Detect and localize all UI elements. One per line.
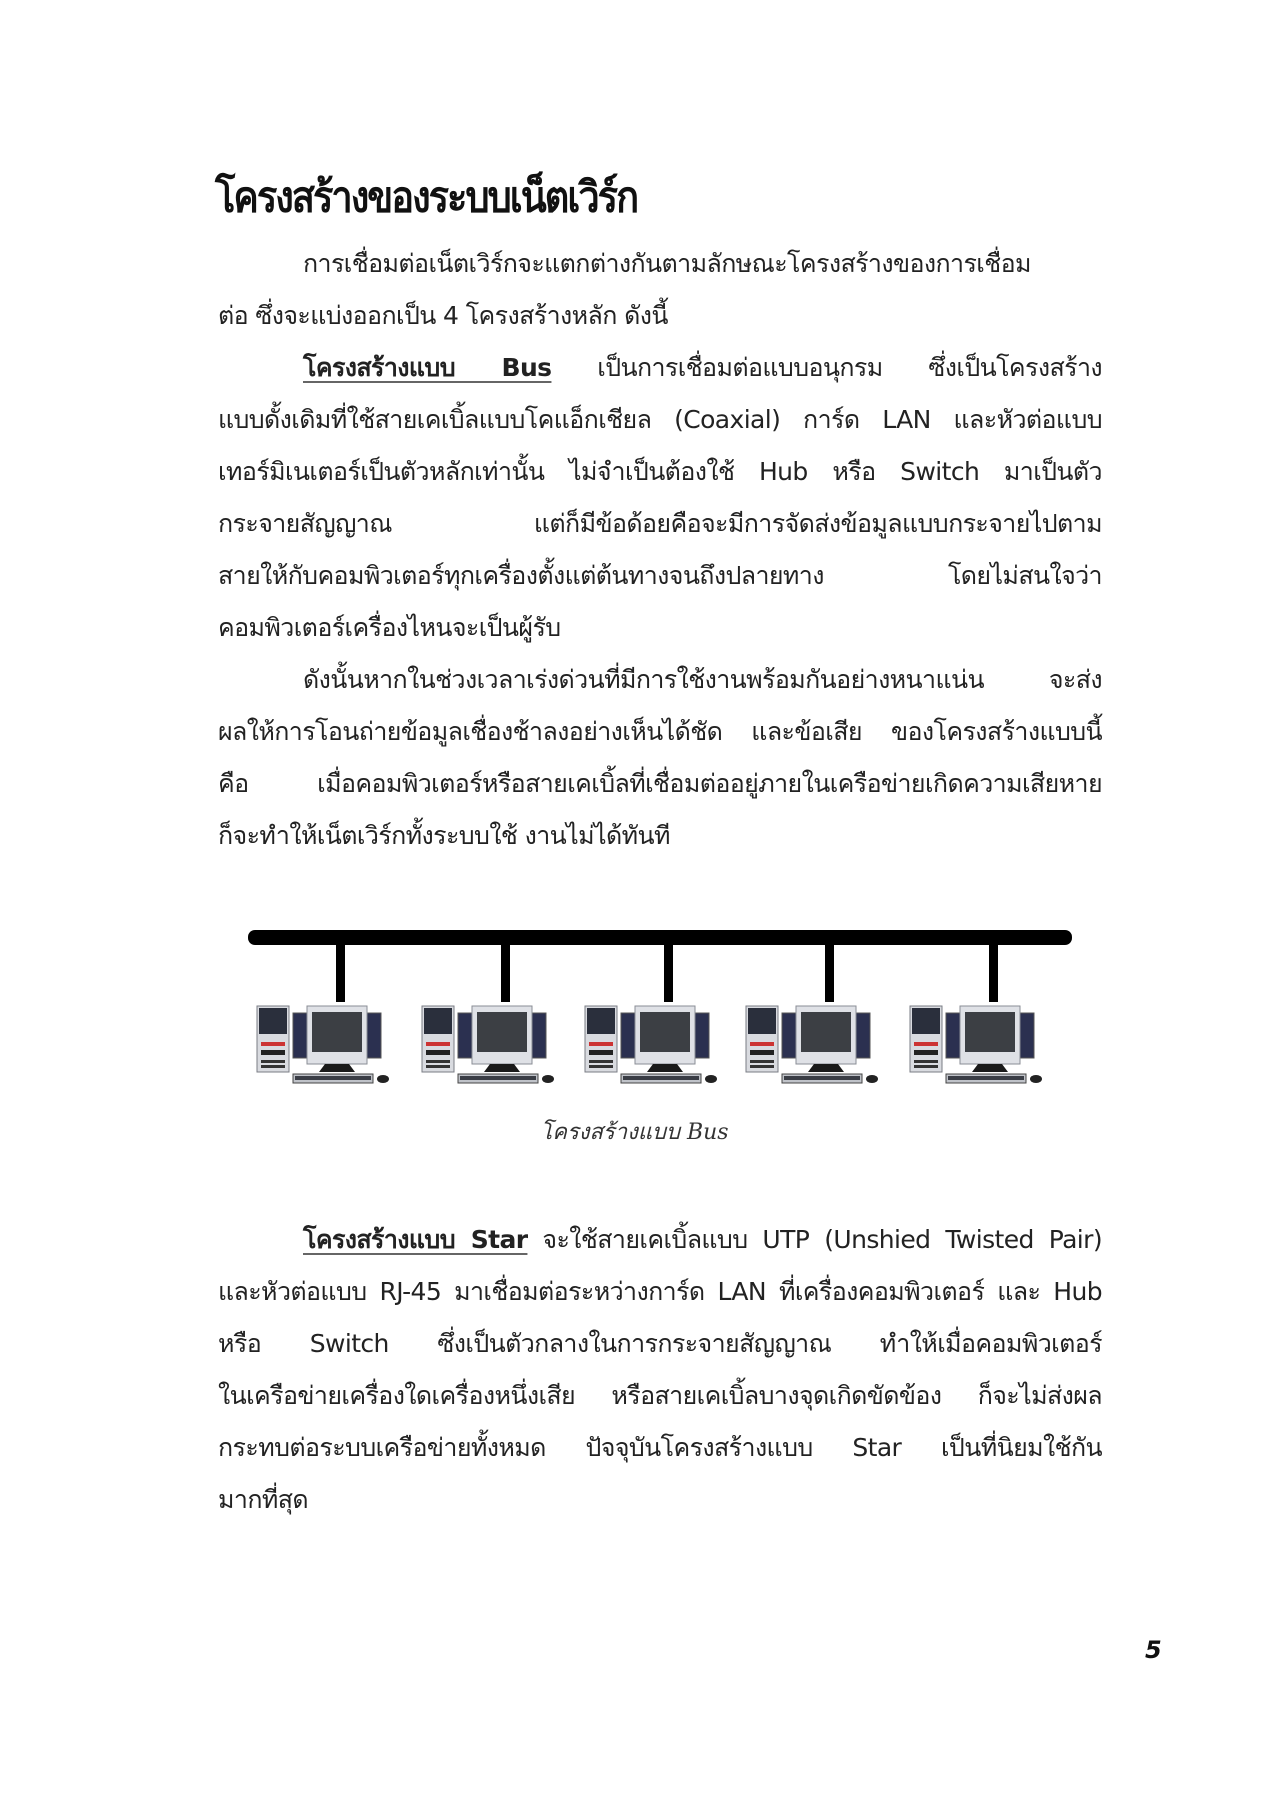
drop-cable <box>501 940 510 1002</box>
computer-icon <box>420 998 580 1088</box>
bus-line: สายให้กับคอมพิวเตอร์ทุกเครื่องตั้งแต่ต้นทางจนถึงปลายทาง โดยไม่สนใจว่า <box>218 561 1102 590</box>
page-number: 5 <box>1145 1636 1162 1664</box>
page-title: โครงสร้างของระบบเน็ตเวิร์ก <box>215 172 638 222</box>
computer-icon <box>744 998 904 1088</box>
intro-line-2: ต่อ ซึ่งจะแบ่งออกเป็น 4 โครงสร้างหลัก ดังนี้ <box>218 301 668 330</box>
bus-line: คอมพิวเตอร์เครื่องไหนจะเป็นผู้รับ <box>218 613 561 642</box>
intro-line-1: การเชื่อมต่อเน็ตเวิร์กจะแตกต่างกันตามลักษณะโครงสร้างของการเชื่อม <box>303 249 1031 278</box>
star-first-line-rest: จะใช้สายเคเบิ้ลแบบ UTP (Unshied Twisted Pair) <box>527 1225 1102 1254</box>
bus-heading: โครงสร้างแบบ Bus <box>303 353 552 382</box>
star-line: กระทบต่อระบบเครือข่ายทั้งหมด ปัจจุบันโครงสร้างแบบ Star เป็นที่นิยมใช้กัน <box>218 1433 1102 1462</box>
bus-first-line <box>303 342 1102 394</box>
bus-para2-line: ก็จะทำให้เน็ตเวิร์กทั้งระบบใช้ งานไม่ได้ทันที <box>218 821 670 850</box>
bus-line: เทอร์มิเนเตอร์เป็นตัวหลักเท่านั้น ไม่จำเป็นต้องใช้ Hub หรือ Switch มาเป็นตัว <box>218 457 1102 486</box>
drop-cable <box>664 940 673 1002</box>
drop-cable <box>336 940 345 1002</box>
computer-icon <box>255 998 415 1088</box>
bus-line: แบบดั้งเดิมที่ใช้สายเคเบิ้ลแบบโคแอ็กเชียล (Coaxial) การ์ด LAN และหัวต่อแบบ <box>218 405 1102 434</box>
bus-para2-line: ผลให้การโอนถ่ายข้อมูลเชื่องช้าลงอย่างเห็นได้ชัด และข้อเสีย ของโครงสร้างแบบนี้ <box>218 717 1102 746</box>
drop-cable <box>989 940 998 1002</box>
drop-cable <box>825 940 834 1002</box>
star-line: และหัวต่อแบบ RJ-45 มาเชื่อมต่อระหว่างการ์ด LAN ที่เครื่องคอมพิวเตอร์ และ Hub <box>218 1277 1102 1306</box>
star-line: หรือ Switch ซึ่งเป็นตัวกลางในการกระจายสัญญาณ ทำให้เมื่อคอมพิวเตอร์ <box>218 1329 1102 1358</box>
bus-para2-line: คือ เมื่อคอมพิวเตอร์หรือสายเคเบิ้ลที่เชื่อมต่ออยู่ภายในเครือข่ายเกิดความเสียหาย <box>218 769 1102 798</box>
diagram-caption: โครงสร้างแบบ Bus <box>540 1120 729 1145</box>
computer-icon <box>583 998 743 1088</box>
star-line: มากที่สุด <box>218 1485 309 1514</box>
star-first-line <box>303 1214 1102 1266</box>
bus-first-line-rest: เป็นการเชื่อมต่อแบบอนุกรม ซึ่งเป็นโครงสร้าง <box>551 353 1102 382</box>
bus-cable <box>248 930 1072 945</box>
computer-icon <box>908 998 1068 1088</box>
star-line: ในเครือข่ายเครื่องใดเครื่องหนึ่งเสีย หรือสายเคเบิ้ลบางจุดเกิดขัดข้อง ก็จะไม่ส่งผล <box>218 1381 1102 1410</box>
bus-para2-line: ดังนั้นหากในช่วงเวลาเร่งด่วนที่มีการใช้งานพร้อมกันอย่างหนาแน่น จะส่ง <box>303 665 1102 694</box>
star-heading: โครงสร้างแบบ Star <box>303 1225 528 1254</box>
bus-line: กระจายสัญญาณ แต่ก็มีข้อด้อยคือจะมีการจัดส่งข้อมูลแบบกระจายไปตาม <box>218 509 1102 538</box>
